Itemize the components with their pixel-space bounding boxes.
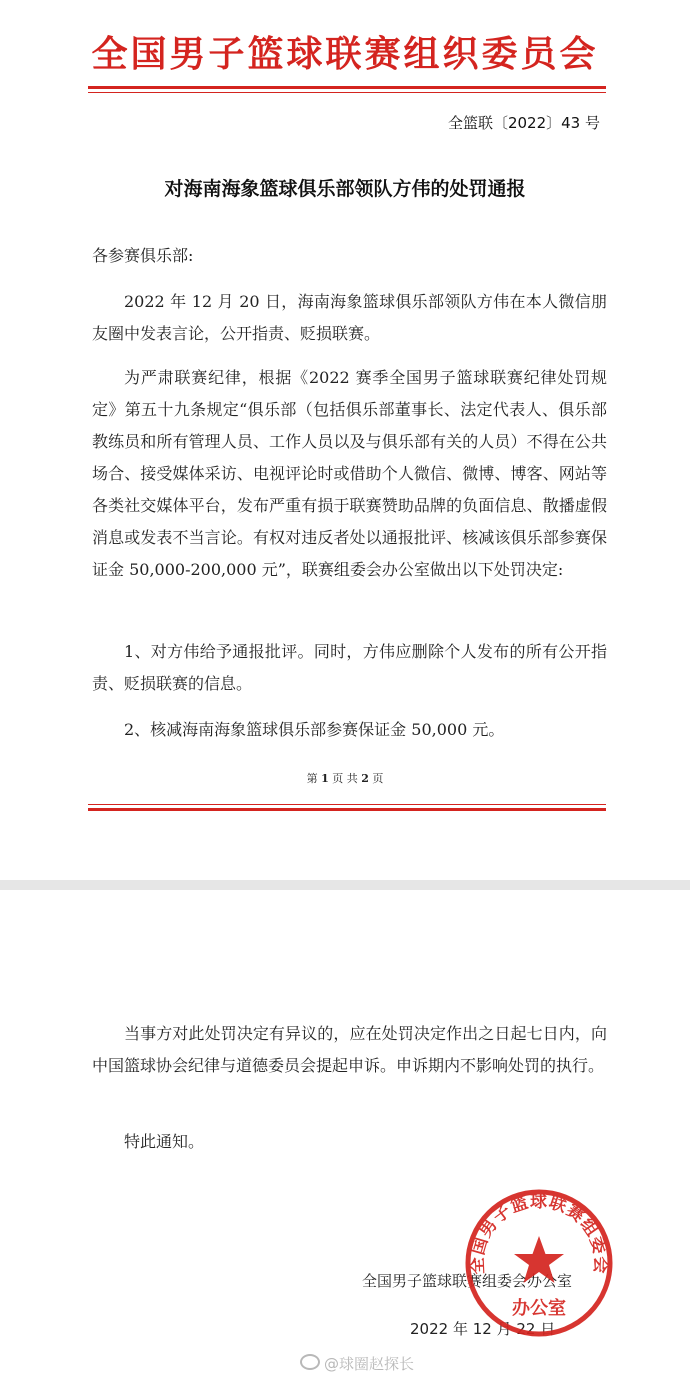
page-total: 2 <box>361 772 369 785</box>
header-rule-thin <box>88 92 606 93</box>
salutation: 各参赛俱乐部: <box>92 246 194 265</box>
watermark-text: @球圈赵探长 <box>324 1355 415 1373</box>
paragraph-appeal: 当事方对此处罚决定有异议的，应在处罚决定作出之日起七日内，向中国篮球协会纪律与道德委员会提起申诉。申诉期内不影响处罚的执行。 <box>92 1024 607 1075</box>
official-seal <box>464 1188 614 1338</box>
footer-rule-thick <box>88 808 606 811</box>
paragraph-closing: 特此通知。 <box>124 1132 205 1151</box>
footer-rule-thin <box>88 804 606 805</box>
document-number: 全篮联〔2022〕43 号 <box>447 114 600 132</box>
page-footer: 第 1 页 共 2 页 <box>306 772 384 785</box>
document-title: 对海南海象篮球俱乐部领队方伟的处罚通报 <box>164 178 526 200</box>
seal-ring-text: 全国男子篮球联赛组委会 <box>467 1191 611 1275</box>
page-current: 1 <box>321 772 329 785</box>
paragraph-decision-2: 2、核减海南海象篮球俱乐部参赛保证金 50,000 元。 <box>124 720 505 739</box>
org-header: 全国男子篮球联赛组织委员会 <box>91 33 599 75</box>
signature-organization: 全国男子篮球联赛组委会办公室 <box>362 1272 573 1290</box>
watermark <box>300 1353 414 1374</box>
paragraph-decision-1: 1、对方伟给予通报批评。同时，方伟应删除个人发布的所有公开指责、贬损联赛的信息。 <box>92 642 607 693</box>
seal-center-text: 办公室 <box>512 1298 566 1319</box>
signature-date: 2022 年 12 月 22 日 <box>410 1320 556 1338</box>
paragraph-regulation: 为严肃联赛纪律，根据《2022 赛季全国男子篮球联赛纪律处罚规定》第五十九条规定“俱乐部（包括俱乐部董事长、法定代表人、俱乐部教练员和所有管理人员、工作人员以及与俱乐部有关的人员）不得在公共场合、接受媒体采访、电视评论时或借助个人微信、微博、博客、网站等各类社交媒体平台，发布严重有损于联赛赞助品牌的负面信息、散播虚假消息或发表不当言论。有权对违反者处以通报批评、核减该俱乐部参赛保证金 50,000-200,000 元”，联赛组委会办公室做出以下处罚决定: <box>92 368 607 579</box>
weibo-icon <box>300 1354 320 1370</box>
header-rule-thick <box>88 86 606 89</box>
star-icon <box>514 1236 564 1283</box>
paragraph-incident: 2022 年 12 月 20 日，海南海象篮球俱乐部领队方伟在本人微信朋友圈中发表言论，公开指责、贬损联赛。 <box>92 292 607 343</box>
